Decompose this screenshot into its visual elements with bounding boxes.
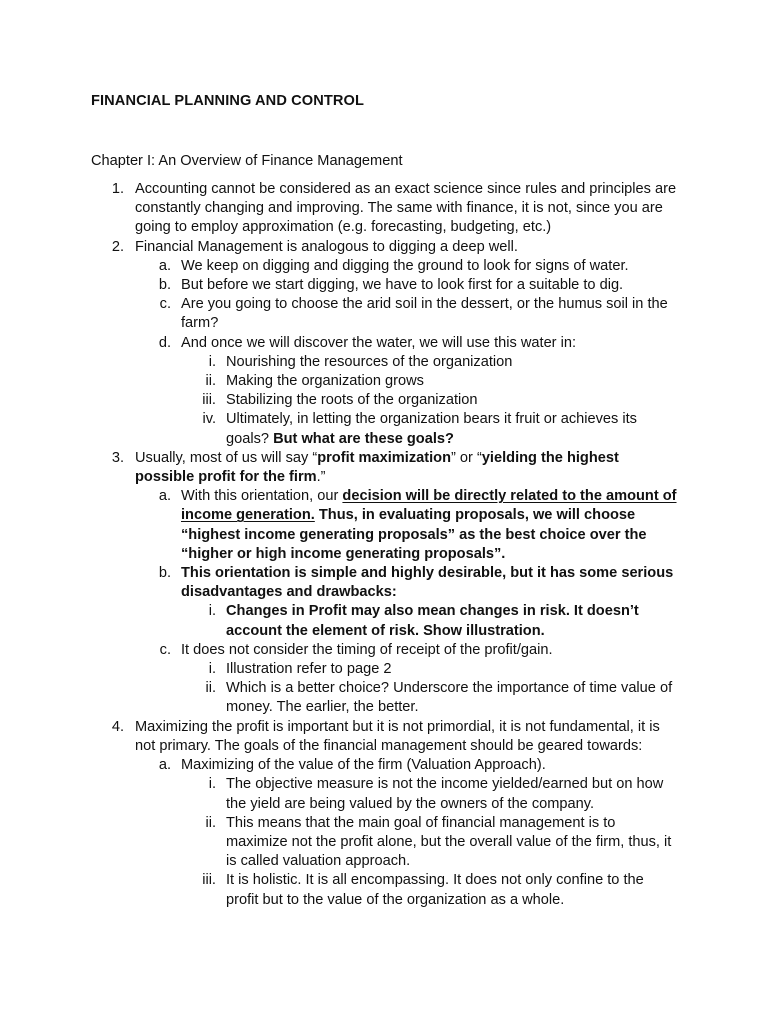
list-item <box>0 276 768 295</box>
list-item <box>0 257 768 276</box>
list-item-text: Making the organization grows <box>226 373 424 390</box>
list-marker: iv. <box>202 411 216 428</box>
list-item <box>0 180 768 238</box>
list-item-text: The objective measure is not the income yielded/earned but on how the yield are being valued by the owners of the company. <box>226 776 664 812</box>
list-item <box>0 660 768 679</box>
list-marker: ii. <box>205 680 216 697</box>
list-marker: 4. <box>111 718 124 735</box>
list-item <box>0 756 768 775</box>
list-item-text: Nourishing the resources of the organization <box>226 353 513 370</box>
list-marker: i. <box>208 353 216 370</box>
list-item <box>0 391 768 410</box>
chapter-heading: Chapter I: An Overview of Finance Management <box>91 153 403 169</box>
emphasis-text: Thus, in evaluating proposals, we will choose “highest income generating proposals” as the best choice over the “higher or high income generating proposals”. <box>181 507 647 562</box>
list-marker: a. <box>158 257 171 274</box>
list-item <box>0 564 768 602</box>
list-item-text: It does not consider the timing of receipt of the profit/gain. <box>181 641 553 658</box>
list-item-text: Accounting cannot be considered as an exact science since rules and principles are constantly changing and improving. The same with finance, it is not, since you are going to employ approximation (e.g. forecasting, budgeting, etc.) <box>135 181 677 236</box>
list-marker: i. <box>208 661 216 678</box>
list-marker: ii. <box>205 373 216 390</box>
emphasis-text: This orientation is simple and highly desirable, but it has some serious disadvantages and drawbacks: <box>181 565 674 601</box>
list-marker: i. <box>208 776 216 793</box>
list-item <box>0 871 768 909</box>
list-item-text: We keep on digging and digging the ground to look for signs of water. <box>181 257 629 274</box>
list-item-text: Which is a better choice? Underscore the importance of time value of money. The earlier, the better. <box>226 680 673 716</box>
list-marker: c. <box>159 641 171 658</box>
list-marker: a. <box>158 488 171 505</box>
list-marker: b. <box>158 277 171 294</box>
list-item <box>0 410 768 448</box>
list-item-text: With this orientation, our <box>181 488 343 505</box>
list-item <box>0 449 768 487</box>
list-marker: b. <box>158 565 171 582</box>
list-item-text: And once we will discover the water, we will use this water in: <box>181 334 577 351</box>
list-marker: 1. <box>111 181 124 197</box>
list-item-text: Maximizing of the value of the firm (Valuation Approach). <box>181 757 546 774</box>
list-marker: d. <box>158 334 171 351</box>
list-item <box>0 602 768 640</box>
emphasis-term: profit maximization <box>317 449 451 466</box>
emphasis-term: yielding the highest possible profit for the firm <box>135 449 619 486</box>
list-item <box>0 372 768 391</box>
list-marker: iii. <box>202 392 216 409</box>
list-marker: 2. <box>111 238 124 255</box>
list-item-text: Stabilizing the roots of the organization <box>226 392 478 409</box>
list-marker: 3. <box>111 449 124 466</box>
list-item-text: It is holistic. It is all encompassing. It does not only confine to the profit but to the value of the organization as a whole. <box>226 872 644 908</box>
list-item <box>0 679 768 717</box>
document-title: FINANCIAL PLANNING AND CONTROL <box>91 93 364 109</box>
list-item-text: But before we start digging, we have to look first for a suitable to dig. <box>181 277 624 294</box>
list-item-text: This means that the main goal of financial management is to maximize not the profit alone, but the overall value of the firm, thus, it is called valuation approach. <box>226 814 672 870</box>
emphasis-text: Changes in Profit may also mean changes in risk. It doesn’t account the element of risk. Show illustration. <box>226 603 639 639</box>
list-item-text: Are you going to choose the arid soil in the dessert, or the humus soil in the farm? <box>181 296 668 332</box>
list-item <box>0 487 768 564</box>
list-item <box>0 814 768 872</box>
list-item-text: Illustration refer to page 2 <box>226 661 392 678</box>
list-item <box>0 718 768 756</box>
list-item <box>0 641 768 660</box>
list-marker: ii. <box>205 814 216 831</box>
list-item-text: .” <box>316 469 326 486</box>
list-item-text: ” or “ <box>451 449 482 466</box>
list-marker: a. <box>158 757 171 774</box>
list-item <box>0 775 768 813</box>
outline-list <box>0 180 768 910</box>
list-item <box>0 334 768 353</box>
list-marker: iii. <box>202 872 216 889</box>
list-item-text: Ultimately, in letting the organization bears it fruit or achieves its goals? <box>226 411 637 447</box>
list-item <box>0 238 768 257</box>
list-item-text: Usually, most of us will say “ <box>135 449 318 466</box>
emphasis-underlined: decision will be directly related to the amount of income generation. <box>181 488 677 524</box>
list-item-text: Financial Management is analogous to digging a deep well. <box>135 238 518 255</box>
list-marker: c. <box>159 296 171 313</box>
list-item <box>0 295 768 333</box>
list-marker: i. <box>208 603 216 620</box>
list-item-text: Maximizing the profit is important but it is not primordial, it is not fundamental, it is not primary. The goals of the financial management should be geared towards: <box>135 718 660 754</box>
emphasis-question: But what are these goals? <box>269 430 454 447</box>
list-item <box>0 353 768 372</box>
